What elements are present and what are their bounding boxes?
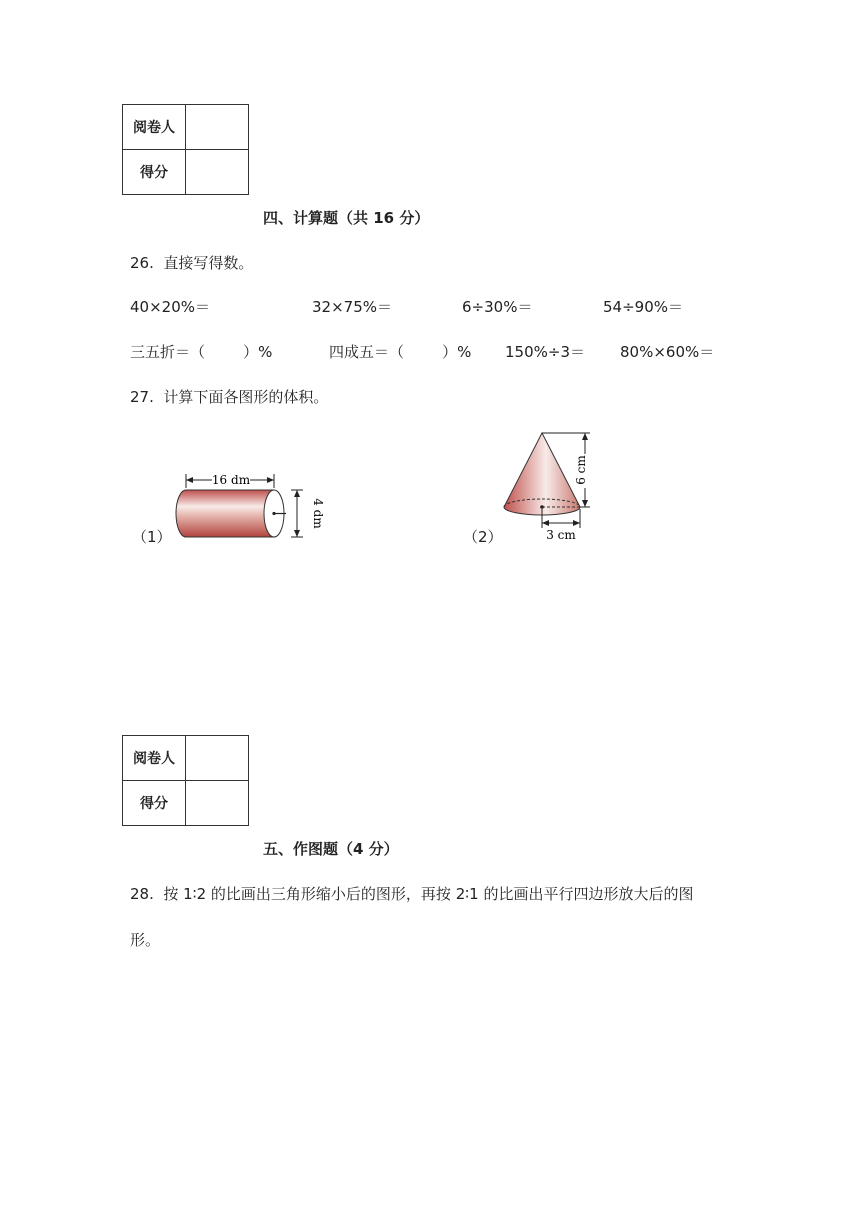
q26-item: 80%×60%＝ — [620, 343, 715, 361]
score-table-2 — [122, 735, 249, 826]
cylinder-diameter-label: 4 dm — [311, 498, 325, 529]
question-27-title: 27. 计算下面各图形的体积。 — [130, 388, 329, 406]
score-cell[interactable] — [186, 150, 249, 195]
q26-item: 32×75%＝ — [312, 298, 392, 316]
cylinder-length-label: 16 dm — [211, 473, 251, 487]
section-5-heading: 五、作图题（4 分） — [263, 840, 399, 858]
q26-item: 150%÷3＝ — [505, 343, 585, 361]
section-4-heading: 四、计算题（共 16 分） — [263, 209, 430, 227]
reviewer-label: 阅卷人 — [123, 736, 186, 781]
q26-item: 三五折＝（ ）% — [130, 343, 273, 361]
figure-1-label: （1） — [132, 528, 172, 546]
score-label: 得分 — [123, 781, 186, 826]
cone-radius-label: 3 cm — [546, 528, 576, 542]
cylinder-figure — [168, 470, 328, 545]
score-table-1 — [122, 104, 249, 195]
question-28-line-2: 形。 — [130, 931, 161, 949]
score-label: 得分 — [123, 150, 186, 195]
reviewer-label: 阅卷人 — [123, 105, 186, 150]
score-cell[interactable] — [186, 781, 249, 826]
reviewer-cell[interactable] — [186, 736, 249, 781]
q26-item: 40×20%＝ — [130, 298, 210, 316]
q26-item: 6÷30%＝ — [462, 298, 533, 316]
cone-figure — [500, 428, 600, 546]
cone-height-label: 6 cm — [574, 455, 588, 485]
q26-item: 四成五＝（ ）% — [329, 343, 472, 361]
q26-item: 54÷90%＝ — [603, 298, 683, 316]
reviewer-cell[interactable] — [186, 105, 249, 150]
figure-2-label: （2） — [463, 528, 503, 546]
question-26-title: 26. 直接写得数。 — [130, 254, 254, 272]
question-28-line-1: 28. 按 1∶2 的比画出三角形缩小后的图形，再按 2∶1 的比画出平行四边形放大后的图 — [130, 885, 694, 903]
